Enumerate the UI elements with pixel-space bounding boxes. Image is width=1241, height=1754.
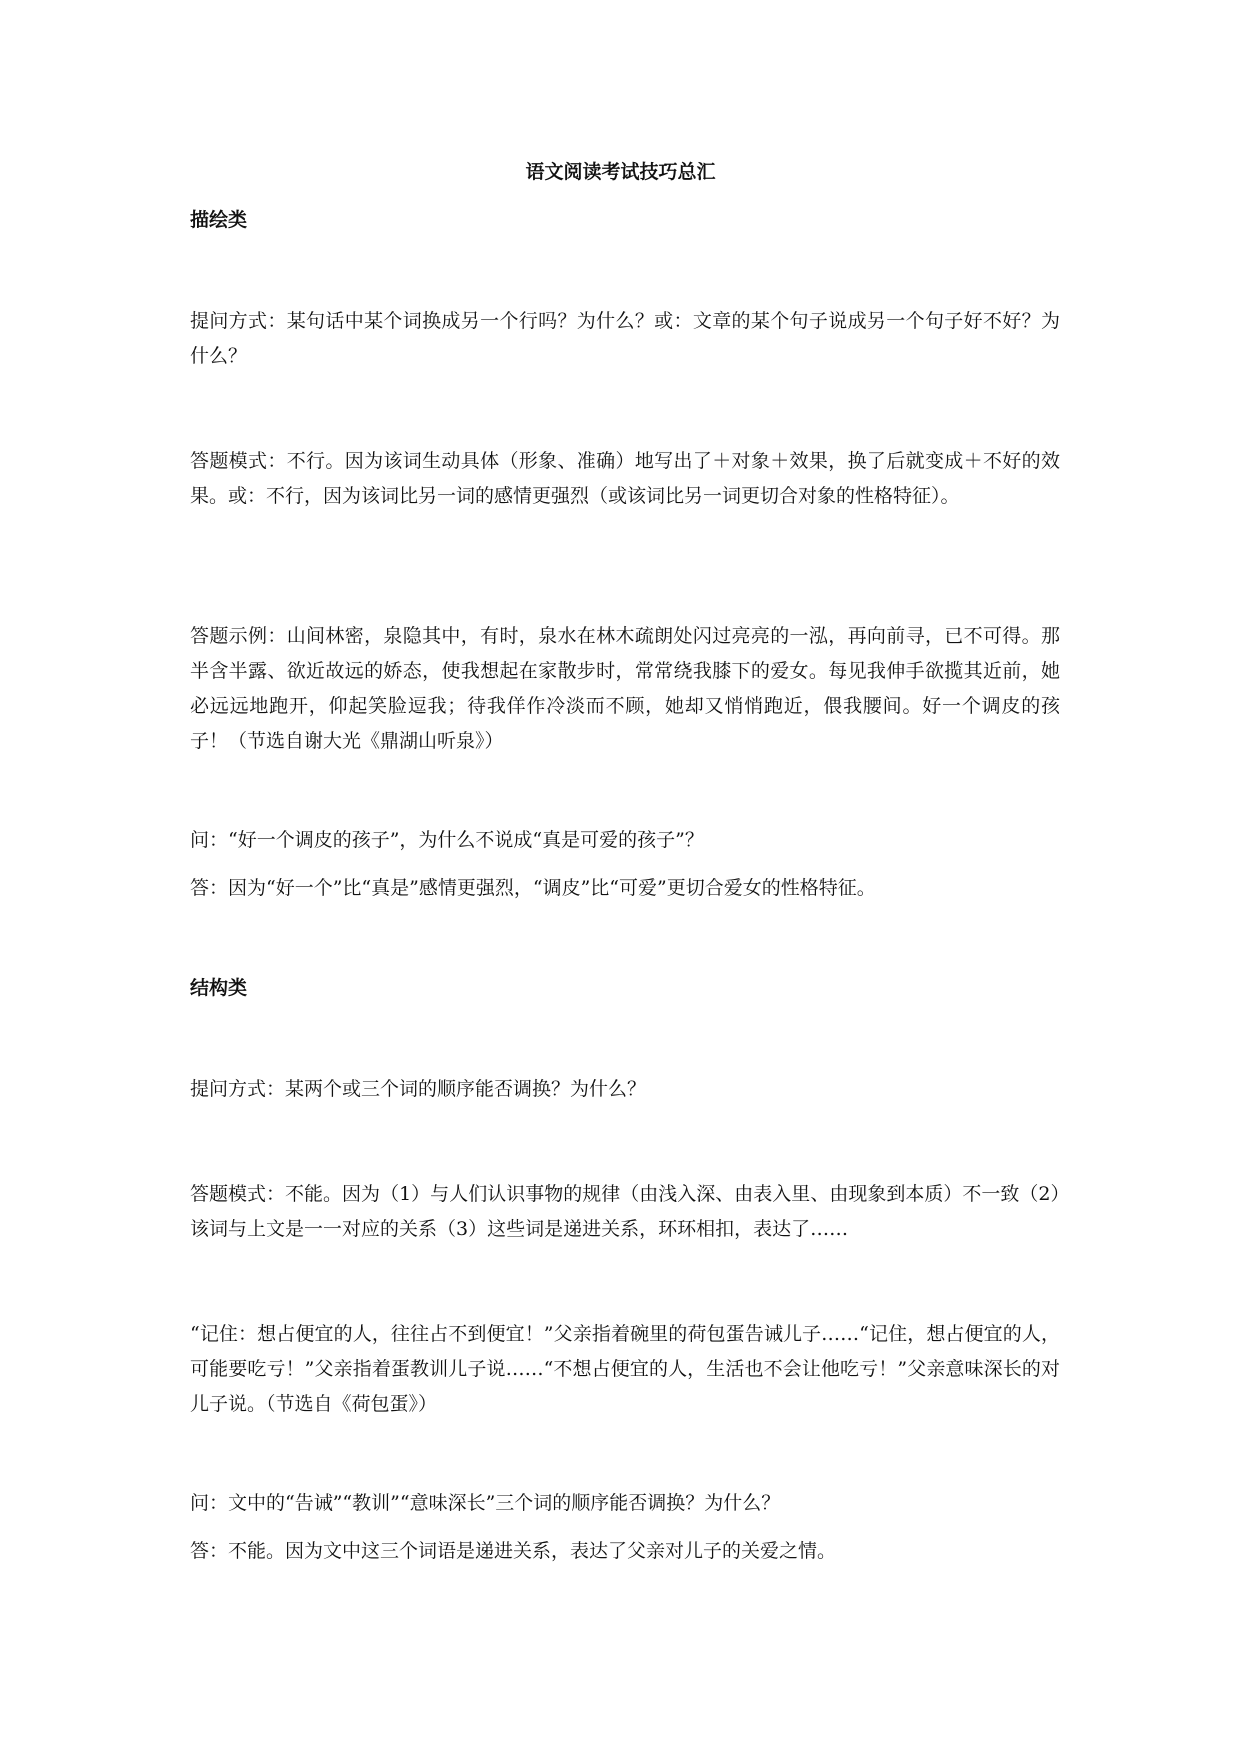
example-passage: “记住：想占便宜的人，往往占不到便宜！”父亲指着碗里的荷包蛋告诫儿子……“记住，想占便宜的人，可能要吃亏！”父亲指着蛋教训儿子说……“不想占便宜的人，生活也不会让他吃亏！”父亲意味深长的对儿子说。（节选自《荷包蛋》） (190, 1323, 1060, 1415)
example-question: 问：文中的“告诫”“教训”“意味深长”三个词的顺序能否调换？为什么？ (190, 1492, 781, 1514)
question-method-paragraph: 提问方式：某两个或三个词的顺序能否调换？为什么？ (190, 1078, 647, 1100)
example-answer: 答：不能。因为文中这三个词语是递进关系，表达了父亲对儿子的关爱之情。 (190, 1540, 837, 1562)
section-heading-depiction: 描绘类 (190, 209, 248, 231)
answer-example-paragraph: 答题示例：山间林密，泉隐其中，有时，泉水在林木疏朗处闪过亮亮的一泓，再向前寻，已不可得。那半含半露、欲近故远的娇态，使我想起在家散步时，常常绕我膝下的爱女。每见我伸手欲揽其近前，她必远远地跑开，仰起笑脸逗我；待我佯作冷淡而不顾，她却又悄悄跑近，偎我腰间。好一个调皮的孩子！（节选自谢大光《鼎湖山听泉》） (190, 625, 1060, 752)
question-method-paragraph: 提问方式：某句话中某个词换成另一个行吗？为什么？或：文章的某个句子说成另一个句子好不好？为什么？ (190, 310, 1060, 367)
example-question: 问：“好一个调皮的孩子”，为什么不说成“真是可爱的孩子”？ (190, 829, 704, 851)
section-heading-structure: 结构类 (190, 977, 248, 999)
example-answer: 答：因为“好一个”比“真是”感情更强烈，“调皮”比“可爱”更切合爱女的性格特征。 (190, 877, 876, 899)
document-title: 语文阅读考试技巧总汇 (525, 161, 716, 183)
answer-pattern-paragraph: 答题模式：不能。因为（1）与人们认识事物的规律（由浅入深、由表入里、由现象到本质）不一致（2）该词与上文是一一对应的关系（3）这些词是递进关系，环环相扣，表达了…… (190, 1183, 1060, 1240)
answer-pattern-paragraph: 答题模式：不行。因为该词生动具体（形象、准确）地写出了＋对象＋效果，换了后就变成＋不好的效果。或：不行，因为该词比另一词的感情更强烈（或该词比另一词更切合对象的性格特征）。 (190, 450, 1060, 507)
